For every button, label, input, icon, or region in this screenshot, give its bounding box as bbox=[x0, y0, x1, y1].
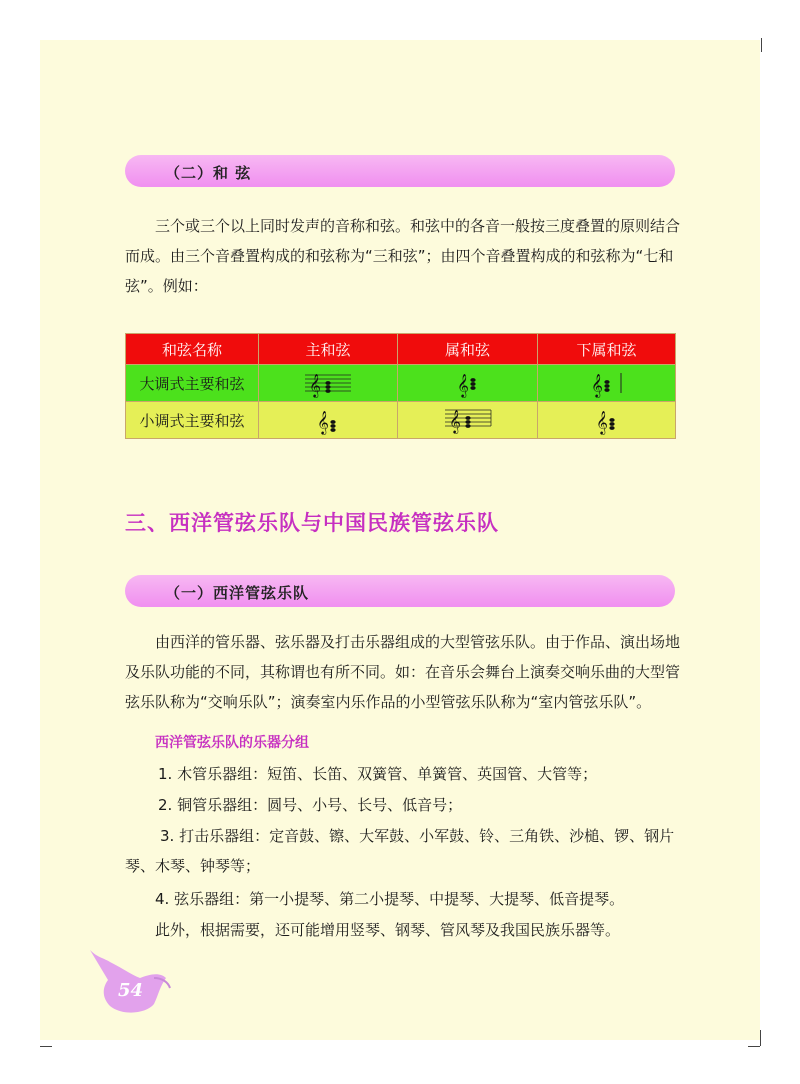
treble-clef-staff-icon bbox=[303, 368, 353, 398]
crop-mark-right bbox=[748, 1046, 760, 1047]
treble-clef-icon bbox=[587, 368, 627, 398]
group-item-woodwind: 1. 木管乐器组：短笛、长笛、双簧管、单簧管、英国管、大管等； bbox=[158, 765, 598, 783]
svg-text:𝄞: 𝄞 bbox=[317, 410, 329, 434]
notation-major-dominant bbox=[398, 365, 538, 402]
treble-clef-staff-icon bbox=[443, 405, 493, 435]
chord-table-header: 下属和弦 bbox=[538, 334, 676, 365]
chord-row-label: 大调式主要和弦 bbox=[126, 365, 259, 402]
svg-text:𝄞: 𝄞 bbox=[309, 373, 321, 397]
notation-minor-dominant bbox=[398, 402, 538, 439]
notation-minor-subdominant bbox=[538, 402, 676, 439]
notation-minor-tonic bbox=[259, 402, 398, 439]
instrument-groups-heading: 西洋管弦乐队的乐器分组 bbox=[155, 735, 309, 751]
orchestra-section-heading: （一）西洋管弦乐队 bbox=[165, 584, 310, 602]
chord-table-row bbox=[126, 402, 676, 439]
crop-mark-left bbox=[40, 1046, 52, 1047]
chord-section-heading: （二）和 弦 bbox=[165, 164, 252, 182]
chord-intro-paragraph: 三个或三个以上同时发声的音称和弦。和弦中的各音一般按三度叠置的原则结合而成。由三个音叠置构成的和弦称为“三和弦”；由四个音叠置构成的和弦称为“七和弦”。例如： bbox=[125, 217, 681, 295]
group-item-strings: 4. 弦乐器组：第一小提琴、第二小提琴、中提琴、大提琴、低音提琴。 bbox=[155, 890, 625, 908]
group-item-brass: 2. 铜管乐器组：圆号、小号、长号、低音号； bbox=[158, 796, 463, 814]
chord-row-label: 小调式主要和弦 bbox=[126, 402, 259, 439]
svg-text:𝄞: 𝄞 bbox=[448, 409, 461, 433]
crop-mark-right-vertical bbox=[760, 1030, 761, 1046]
treble-clef-icon bbox=[453, 368, 483, 398]
chord-table-header-row bbox=[126, 334, 676, 365]
orchestra-section-banner bbox=[125, 575, 675, 607]
treble-clef-icon bbox=[313, 405, 343, 435]
svg-text:𝄞: 𝄞 bbox=[595, 410, 608, 434]
notation-major-tonic bbox=[259, 365, 398, 402]
chord-table-header: 主和弦 bbox=[259, 334, 398, 365]
svg-text:𝄞: 𝄞 bbox=[590, 373, 603, 397]
notation-major-subdominant bbox=[538, 365, 676, 402]
chord-section-banner bbox=[125, 155, 675, 187]
closing-paragraph: 此外，根据需要，还可能增用竖琴、钢琴、管风琴及我国民族乐器等。 bbox=[155, 921, 621, 939]
orchestra-intro-paragraph: 由西洋的管乐器、弦乐器及打击乐器组成的大型管弦乐队。由于作品、演出场地及乐队功能的不同，其称谓也有所不同。如：在音乐会舞台上演奏交响乐曲的大型管弦乐队称为“交响乐队”；演奏室内乐作品的小型管弦乐队称为“室内管弦乐队”。 bbox=[125, 633, 681, 711]
chord-table bbox=[125, 333, 676, 439]
page-number: 54 bbox=[118, 980, 144, 1001]
chord-table-header: 属和弦 bbox=[398, 334, 538, 365]
chord-table-header: 和弦名称 bbox=[126, 334, 259, 365]
group-item-percussion: 3. 打击乐器组：定音鼓、镲、大军鼓、小军鼓、铃、三角铁、沙槌、锣、钢片琴、木琴、钟琴等； bbox=[125, 827, 675, 875]
svg-text:𝄞: 𝄞 bbox=[456, 373, 469, 397]
crop-mark-top-right bbox=[761, 38, 762, 52]
section-title: 三、西洋管弦乐队与中国民族管弦乐队 bbox=[125, 511, 499, 535]
chord-table-row bbox=[126, 365, 676, 402]
treble-clef-icon bbox=[592, 405, 622, 435]
